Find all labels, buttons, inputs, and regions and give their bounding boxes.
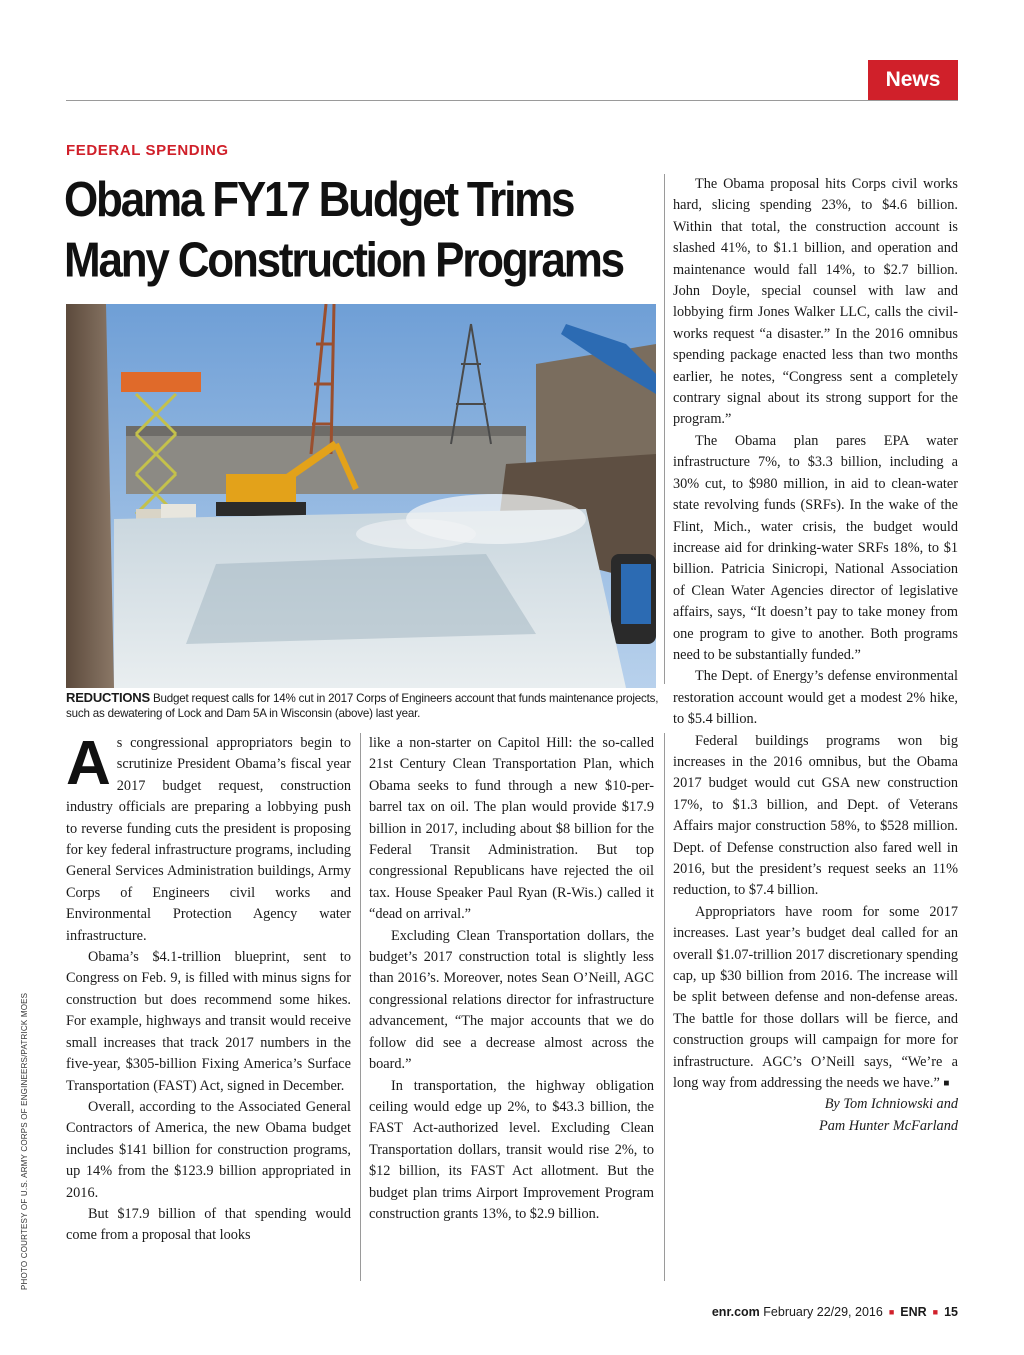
page-number: 15	[944, 1305, 958, 1319]
article-paragraph: Appropriators have room for some 2017 increases. Last year’s budget deal called for an overall $1.07-trillion 2017 discretionary spending cap, up $30 billion from 2016. The increase will be split between defense and non-defense areas. The battle for those dollars will be fierce, and construction groups will campaign for more for infrastructure. AGC’s O’Neill says, “We’re a long way from addressing the needs we have.” ■	[673, 903, 958, 1092]
section-kicker: FEDERAL SPENDING	[66, 142, 229, 159]
column-rule	[664, 733, 665, 1281]
photo-credit: PHOTO COURTESY OF U.S. ARMY CORPS OF ENGINEERS/PATRICK MOES	[20, 992, 29, 1290]
column-rule	[360, 733, 361, 1281]
headline: Obama FY17 Budget Trims Many Construction Programs	[64, 172, 623, 288]
byline-line-2: Pam Hunter McFarland	[819, 1117, 958, 1134]
section-tab: News	[868, 60, 958, 100]
article-paragraph: As congressional appropriators begin to scrutinize President Obama’s fiscal year 2017 budget request, construction industry officials are preparing a lobbying push to reverse funding cuts the president is proposing for key federal infrastructure programs, including General Services Administration buildings, Army Corps of Engineers civil works and Environmental Protection Agency water infrastructure.	[66, 729, 351, 944]
article-paragraph: The Obama plan pares EPA water infrastructure 7%, to $3.3 billion, including a 30% cut, to $980 million, in aid to clean-water state revolving funds (SRFs). In the wake of the Flint, Mich., water crisis, the budget would increase aid for drinking-water SRFs 18%, to $1 billion. Patricia Sinicropi, National Association of Clean Water Agencies director of legislative affairs, says, “It doesn’t pay to take money from one program to give to another. Both programs need to be substantially funded.”	[673, 432, 958, 663]
article-column-1	[66, 729, 351, 1247]
article-paragraph: like a non-starter on Capitol Hill: the so-called 21st Century Clean Transportation Plan, which Obama seeks to fund through a new $10-per-barrel tax on oil. The plan would provide $17.9 billion in 2017, including about $8 billion for the Federal Transit Administration. But top congressional Republicans have rejected the oil tax. House Speaker Paul Ryan (R-Wis.) called it “dead on arrival.”	[369, 735, 654, 923]
article-photo	[66, 304, 656, 688]
footer-separator: ■	[932, 1307, 939, 1317]
footer-site: enr.com	[711, 1305, 760, 1319]
byline-line-1: By Tom Ichniowski and	[824, 1096, 958, 1113]
end-mark: ■	[943, 1078, 950, 1090]
caption-text: Budget request calls for 14% cut in 2017 Corps of Engineers account that funds maintenance projects, such as dewatering of Lock and Dam 5A in Wisconsin (above) last year.	[66, 692, 659, 720]
article-column-3	[673, 174, 958, 1137]
drop-cap: A	[66, 729, 111, 798]
article-paragraph: Excluding Clean Transportation dollars, the budget’s 2017 construction total is slightly less than 2016’s. Moreover, notes Sean O’Neill, AGC congressional relations director for infrastructure advancement, “The major accounts that we do follow did see a decrease almost across the board.”	[369, 927, 654, 1073]
caption-lead: REDUCTIONS	[66, 690, 150, 705]
article-column-2	[369, 733, 654, 1225]
article-paragraph: In transportation, the highway obligation ceiling would edge up 2%, to $43.3 billion, the FAST Act-authorized level. Excluding Clean Transportation dollars, transit would rise 2%, to $12 billion, its FAST Act allotment. But the budget plan trims Airport Improvement Program construction grants 13%, to $2.9 billion.	[369, 1077, 654, 1222]
article-paragraph: But $17.9 billion of that spending would come from a proposal that looks	[66, 1205, 351, 1244]
article-paragraph: The Dept. of Energy’s defense environmental restoration account would get a modest 2% hike, to $5.4 billion.	[673, 668, 958, 728]
article-paragraph: Overall, according to the Associated General Contractors of America, the new Obama budget includes $141 billion for construction programs, up 14% from the $123.9 billion appropriated in 2016.	[66, 1098, 351, 1201]
footer-separator: ■	[888, 1307, 895, 1317]
photo-caption	[66, 690, 666, 721]
column-rule	[664, 174, 665, 684]
header-rule	[66, 100, 958, 101]
article-paragraph: Obama’s $4.1-trillion blueprint, sent to Congress on Feb. 9, is filled with minus signs for construction but does recommend some hikes. For example, highways and transit would receive small increases that track 2017 numbers in the five-year, $305-billion Fixing America’s Surface Transportation (FAST) Act, signed in December.	[66, 949, 351, 1094]
footer-brand: ENR	[900, 1305, 927, 1319]
page-footer	[712, 1305, 958, 1319]
footer-date: February 22/29, 2016	[763, 1305, 883, 1319]
article-paragraph: The Obama proposal hits Corps civil works hard, slicing spending 23%, to $4.6 billion. Within that total, the construction account is slashed 41%, to $1.1 billion, and operation and maintenance would fall 14%, to $2.7 billion. John Doyle, special counsel with law and lobbying firm Jones Walker LLC, calls the civil-works request “a disaster.” In the 2016 omnibus spending package enacted less than two months earlier, he notes, “Congress sent a completely contrary signal about its strong support for the program.”	[673, 176, 958, 428]
article-paragraph: Federal buildings programs won big increases in the 2016 omnibus, but the Obama 2017 budget would cut GSA new construction 17%, to $1.3 billion, and Dept. of Veterans Affairs major construction 58%, to $528 million. Dept. of Defense construction also fared well in 2016, but the president’s request seeks an 11% reduction, to $7.4 billion.	[673, 732, 958, 899]
